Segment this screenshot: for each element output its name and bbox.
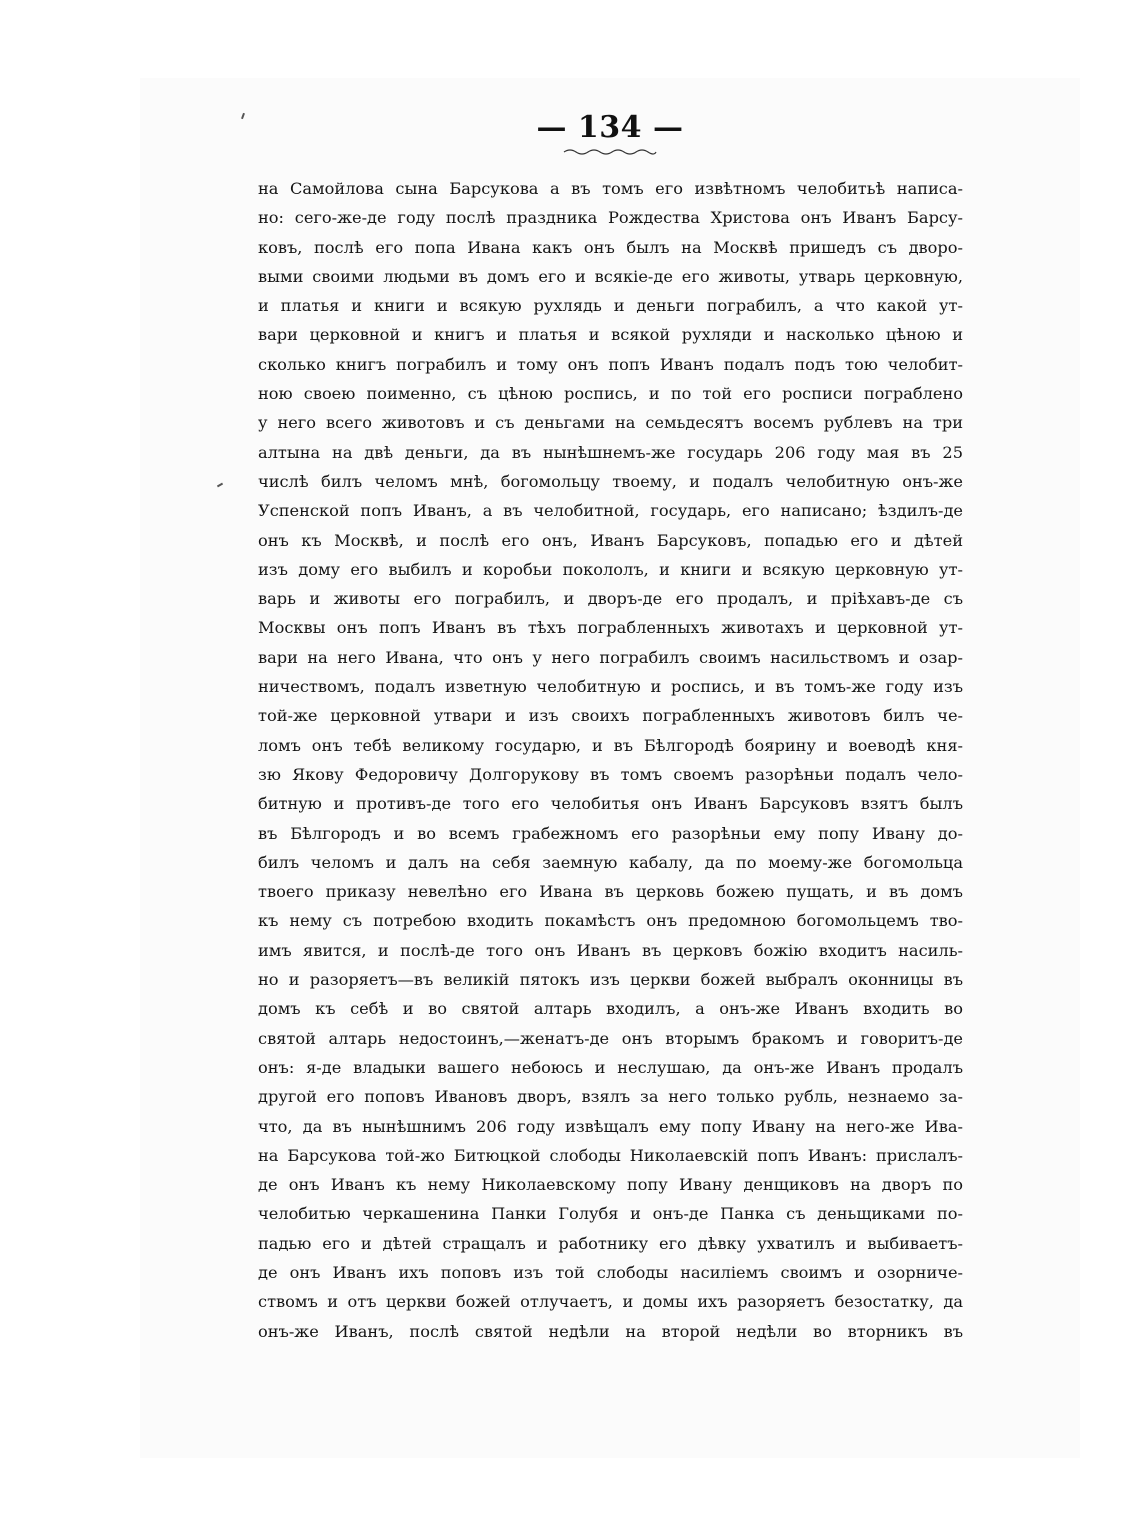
text-line: у него всего животовъ и съ деньгами на семьдесятъ восемъ рублевъ на три	[258, 413, 963, 433]
text-line: ломъ онъ тебѣ великому государю, и въ Бѣлгородѣ боярину и воеводѣ кня-	[258, 735, 963, 755]
page-number: — 134 —	[536, 110, 684, 145]
text-line: но и разоряетъ—въ великій пятокъ изъ церкви божей выбралъ оконницы въ	[258, 970, 963, 990]
text-line: той-же церковной утвари и изъ своихъ пограбленныхъ животовъ билъ че-	[258, 706, 963, 726]
text-line: билъ челомъ и далъ на себя заемную кабалу, да по моему-же богомольца	[258, 852, 963, 872]
text-line: битную и противъ-де того его челобитья онъ Иванъ Барсуковъ взятъ былъ	[258, 794, 963, 814]
text-line: что, да въ нынѣшнимъ 206 году извѣщалъ ему попу Ивану на него-же Ива-	[258, 1116, 963, 1136]
text-line: имъ явится, и послѣ-де того онъ Иванъ въ церковъ божію входитъ насиль-	[258, 940, 963, 960]
body-text	[258, 174, 963, 1346]
page-number-flourish-ornament	[562, 147, 658, 157]
text-line: де онъ Иванъ ихъ поповъ изъ той слободы насиліемъ своимъ и озорниче-	[258, 1262, 963, 1282]
text-line: но: сего-же-де году послѣ праздника Рождества Христова онъ Иванъ Барсу-	[258, 208, 963, 228]
text-line: зю Якову Федоровичу Долгорукову въ томъ своемъ разорѣньи подалъ чело-	[258, 764, 963, 784]
text-line: Москвы онъ попъ Иванъ въ тѣхъ пограбленныхъ животахъ и церковной ут-	[258, 618, 963, 638]
text-line: падью его и дѣтей стращалъ и работнику его дѣвку ухватилъ и выбиваетъ-	[258, 1233, 963, 1253]
text-line: изъ дому его выбилъ и коробьи покололъ, и книги и всякую церковную ут-	[258, 559, 963, 579]
text-line: онъ къ Москвѣ, и послѣ его онъ, Иванъ Барсуковъ, попадью его и дѣтей	[258, 530, 963, 550]
text-line: святой алтарь недостоинъ,—женатъ-де онъ вторымъ бракомъ и говоритъ-де	[258, 1028, 963, 1048]
text-line: варь и животы его пограбилъ, и дворъ-де его продалъ, и пріѣхавъ-де съ	[258, 589, 963, 609]
text-line: ничествомъ, подалъ изветную челобитную и роспись, и въ томъ-же году изъ	[258, 677, 963, 697]
text-line: ствомъ и отъ церкви божей отлучаетъ, и домы ихъ разоряетъ безостатку, да	[258, 1292, 963, 1312]
text-line: вари на него Ивана, что онъ у него пограбилъ своимъ насильствомъ и озар-	[258, 647, 963, 667]
text-line: онъ: я-де владыки вашего небоюсь и неслушаю, да онъ-же Иванъ продалъ	[258, 1057, 963, 1077]
text-line: алтына на двѣ деньги, да въ нынѣшнемъ-же государь 206 году мая въ 25	[258, 442, 963, 462]
text-line: числѣ билъ челомъ мнѣ, богомольцу твоему, и подалъ челобитную онъ-же	[258, 471, 963, 491]
text-line: твоего приказу невелѣно его Ивана въ церковь божею пущать, и въ домъ	[258, 882, 963, 902]
text-line: челобитью черкашенина Панки Голубя и онъ-де Панка съ деньщиками по-	[258, 1204, 963, 1224]
text-line: къ нему съ потребою входить покамѣстъ онъ предомною богомольцемъ тво-	[258, 911, 963, 931]
text-line: на Самойлова сына Барсукова а въ томъ его извѣтномъ челобитьѣ написа-	[258, 179, 963, 198]
text-line: онъ-же Иванъ, послѣ святой недѣли на второй недѣли во вторникъ въ	[258, 1321, 963, 1341]
text-line: Успенской попъ Иванъ, а въ челобитной, государь, его написано; ѣздилъ-де	[258, 501, 963, 521]
text-line: домъ къ себѣ и во святой алтарь входилъ, а онъ-же Иванъ входить во	[258, 999, 963, 1019]
text-line: въ Бѣлгородъ и во всемъ грабежномъ его разорѣньи ему попу Ивану до-	[258, 823, 963, 843]
text-line: выми своими людьми въ домъ его и всякіе-де его животы, утварь церковную,	[258, 266, 963, 286]
text-line: и платья и книги и всякую рухлядь и деньги пограбилъ, а что какой ут-	[258, 296, 963, 316]
text-line: ною своею поименно, съ цѣною роспись, и по той его росписи пограблено	[258, 384, 963, 404]
text-line: другой его поповъ Ивановъ дворъ, взялъ за него только рубль, незнаемо за-	[258, 1087, 963, 1107]
text-line: сколько книгъ пограбилъ и тому онъ попъ Иванъ подалъ подъ тою челобит-	[258, 354, 963, 374]
text-line: на Барсукова той-жо Битюцкой слободы Николаевскій попъ Иванъ: прислалъ-	[258, 1145, 963, 1165]
text-line: вари церковной и книгъ и платья и всякой рухляди и насколько цѣною и	[258, 325, 963, 345]
text-line: ковъ, послѣ его попа Ивана какъ онъ былъ на Москвѣ пришедъ съ дворо-	[258, 237, 963, 257]
text-line: де онъ Иванъ къ нему Николаевскому попу Ивану денщиковъ на дворъ по	[258, 1175, 963, 1195]
